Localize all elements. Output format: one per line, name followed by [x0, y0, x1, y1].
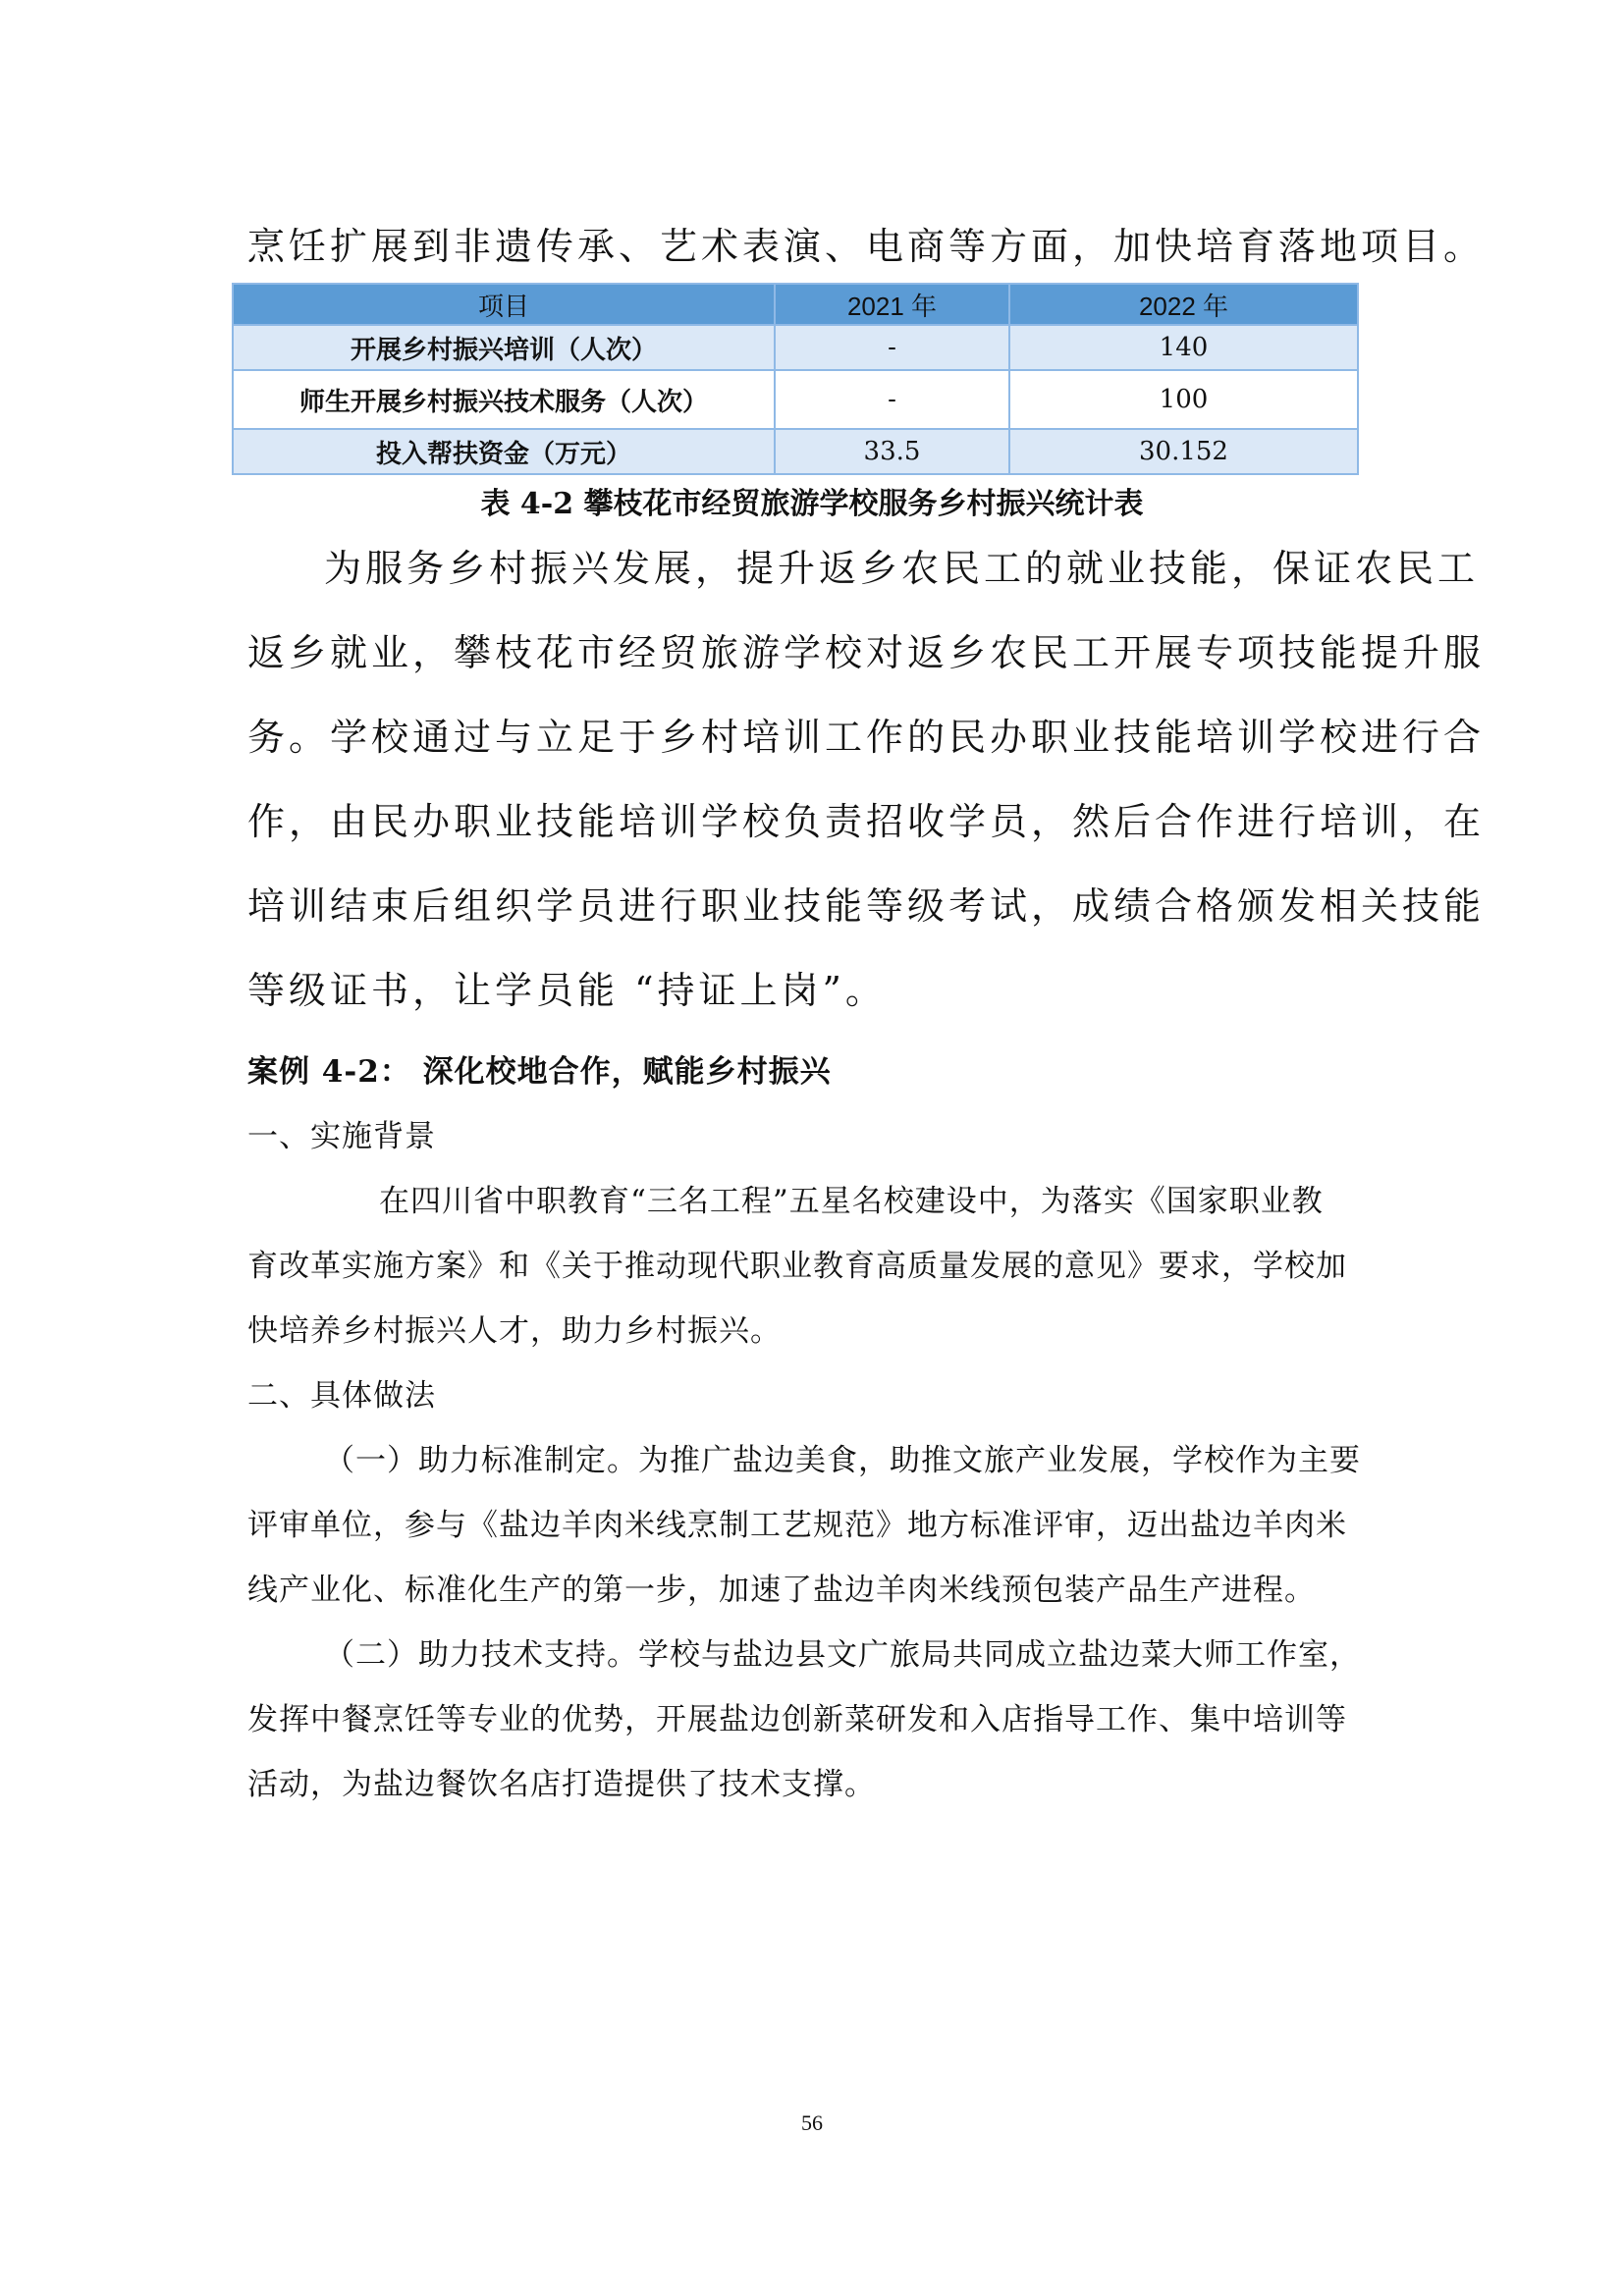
paragraph-top: 烹饪扩展到非遗传承、艺术表演、电商等方面，加快培育落地项目。 [247, 225, 1486, 268]
paragraph-line: 发挥中餐烹饪等专业的优势，开展盐边创新菜研发和入店指导工作、集中培训等 [247, 1702, 1347, 1737]
paragraph-line: 活动，为盐边餐饮名店打造提供了技术支撑。 [247, 1767, 876, 1802]
table-cell: 30.152 [1009, 429, 1358, 474]
paragraph-line: 作，由民办职业技能培训学校负责招收学员，然后合作进行培训，在 [247, 800, 1486, 843]
table-header-item: 项目 [233, 284, 775, 325]
paragraph-line: 线产业化、标准化生产的第一步，加速了盐边羊肉米线预包装产品生产进程。 [247, 1573, 1316, 1608]
paragraph-line: （二）助力技术支持。学校与盐边县文广旅局共同成立盐边菜大师工作室， [324, 1637, 1361, 1673]
paragraph-line: 务。学校通过与立足于乡村培训工作的民办职业技能培训学校进行合 [247, 716, 1486, 759]
statistics-table [232, 283, 1359, 475]
table-row [233, 370, 1358, 429]
page-number: 56 [801, 2110, 823, 2135]
paragraph-line: 育改革实施方案》和《关于推动现代职业教育高质量发展的意见》要求，学校加 [247, 1249, 1347, 1284]
paragraph-line: 在四川省中职教育“三名工程”五星名校建设中，为落实《国家职业教 [379, 1184, 1324, 1219]
table-caption: 表 4-2 攀枝花市经贸旅游学校服务乡村振兴统计表 [480, 487, 1144, 521]
table-row [233, 429, 1358, 474]
table-cell: - [775, 325, 1009, 370]
paragraph-line: 等级证书，让学员能 “持证上岗”。 [247, 969, 887, 1012]
table-cell: 140 [1009, 325, 1358, 370]
table-cell-label: 开展乡村振兴培训（人次） [233, 325, 775, 370]
table-cell: 100 [1009, 370, 1358, 429]
paragraph-line: 为服务乡村振兴发展，提升返乡农民工的就业技能，保证农民工 [324, 547, 1480, 590]
section-heading: 一、实施背景 [247, 1119, 436, 1154]
paragraph-line: 评审单位，参与《盐边羊肉米线烹制工艺规范》地方标准评审，迈出盐边羊肉米 [247, 1508, 1347, 1543]
table-cell: 33.5 [775, 429, 1009, 474]
paragraph-line: 培训结束后组织学员进行职业技能等级考试，成绩合格颁发相关技能 [247, 884, 1486, 928]
paragraph-line: （一）助力标准制定。为推广盐边美食，助推文旅产业发展，学校作为主要 [324, 1443, 1361, 1478]
table-cell-label: 投入帮扶资金（万元） [233, 429, 775, 474]
table-header-2021: 2021 年 [775, 284, 1009, 325]
section-heading: 二、具体做法 [247, 1378, 436, 1414]
table-header-row [233, 284, 1358, 325]
paragraph-line: 快培养乡村振兴人才，助力乡村振兴。 [247, 1313, 782, 1349]
paragraph-line: 返乡就业，攀枝花市经贸旅游学校对返乡农民工开展专项技能提升服 [247, 631, 1486, 674]
table-header-2022: 2022 年 [1009, 284, 1358, 325]
table-cell-label: 师生开展乡村振兴技术服务（人次） [233, 370, 775, 429]
case-title: 案例 4-2： 深化校地合作，赋能乡村振兴 [247, 1054, 832, 1090]
table-row [233, 325, 1358, 370]
table-cell: - [775, 370, 1009, 429]
